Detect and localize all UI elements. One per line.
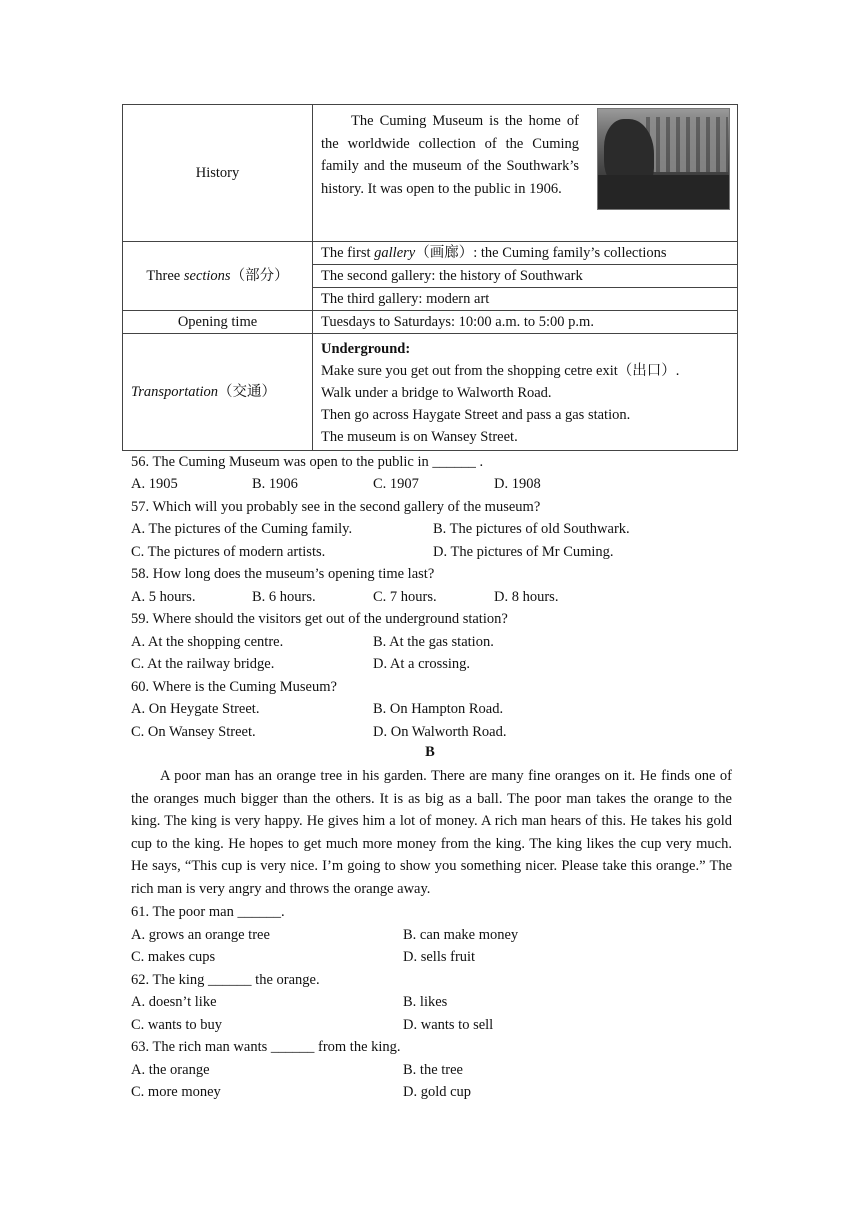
history-text: The Cuming Museum is the home of the worldwide collection of the Cuming family and the museum of the Southwark’s history. It was open to the public in 1906. [321, 113, 579, 197]
q63-option-b[interactable]: B. the tree [403, 1062, 463, 1078]
q63-option-d[interactable]: D. gold cup [403, 1084, 472, 1100]
q63-option-c[interactable]: C. more money [131, 1084, 221, 1100]
q60-option-b[interactable]: B. On Hampton Road. [373, 701, 504, 717]
q61-option-d[interactable]: D. sells fruit [403, 949, 476, 965]
q63-option-a[interactable]: A. the orange [131, 1062, 210, 1078]
gallery-2: The second gallery: the history of Southwark [313, 265, 738, 288]
q57-option-b[interactable]: B. The pictures of old Southwark. [433, 521, 630, 537]
q58-option-a[interactable]: A. 5 hours. [131, 589, 196, 605]
q56-stem: 56. The Cuming Museum was open to the public in ______ . [131, 454, 484, 470]
q61-stem: 61. The poor man ______. [131, 904, 285, 920]
q58-option-c[interactable]: C. 7 hours. [373, 589, 437, 605]
gallery-1: The first gallery（画廊）: the Cuming family’s collections [313, 242, 738, 265]
q63-stem: 63. The rich man wants ______ from the king. [131, 1039, 401, 1055]
q60-option-d[interactable]: D. On Walworth Road. [373, 724, 507, 740]
q57-option-a[interactable]: A. The pictures of the Cuming family. [131, 521, 353, 537]
transportation-cell [313, 334, 738, 451]
q62-option-c[interactable]: C. wants to buy [131, 1017, 223, 1033]
q60-option-a[interactable]: A. On Heygate Street. [131, 701, 260, 717]
q60-stem: 60. Where is the Cuming Museum? [131, 679, 337, 695]
q61-option-a[interactable]: A. grows an orange tree [131, 927, 270, 943]
section-b-passage: A poor man has an orange tree in his garden. There are many fine oranges on it. He finds one of the oranges much bigger than the others. It is as big as a ball. The poor man takes the orange to the king. The king is very happy. He gives him a lot of money. A rich man hears of this. He takes his gold cup to the king. He hopes to get much more money from the king. The king likes the cup very much. He says, “This cup is very nice. I’m going to show you something nicer. Please take this orange.” The rich man is very angry and throws the orange away. [131, 768, 732, 897]
q59-option-c[interactable]: C. At the railway bridge. [131, 656, 275, 672]
q56-option-b[interactable]: B. 1906 [252, 476, 298, 492]
q56-option-a[interactable]: A. 1905 [131, 476, 178, 492]
q57-option-d[interactable]: D. The pictures of Mr Cuming. [433, 544, 614, 560]
q61-option-b[interactable]: B. can make money [403, 927, 519, 943]
opening-value: Tuesdays to Saturdays: 10:00 a.m. to 5:00 p.m. [313, 311, 738, 334]
q58-option-d[interactable]: D. 8 hours. [494, 589, 559, 605]
q59-option-d[interactable]: D. At a crossing. [373, 656, 471, 672]
museum-photo [597, 108, 730, 210]
opening-label: Opening time [123, 311, 313, 334]
gallery-3: The third gallery: modern art [313, 288, 738, 311]
q57-option-c[interactable]: C. The pictures of modern artists. [131, 544, 326, 560]
q62-stem: 62. The king ______ the orange. [131, 972, 320, 988]
q62-option-d[interactable]: D. wants to sell [403, 1017, 494, 1033]
q59-option-a[interactable]: A. At the shopping centre. [131, 634, 284, 650]
transport-heading: Underground: [321, 341, 411, 357]
q62-option-b[interactable]: B. likes [403, 994, 448, 1010]
history-cell [313, 105, 738, 242]
transport-line-1: Make sure you get out from the shopping cetre exit（出口）. [321, 363, 680, 379]
transport-line-4: The museum is on Wansey Street. [321, 429, 518, 445]
museum-info-table [122, 104, 738, 451]
history-label: History [123, 105, 313, 242]
q58-option-b[interactable]: B. 6 hours. [252, 589, 316, 605]
q56-option-d[interactable]: D. 1908 [494, 476, 541, 492]
section-b-heading: B [425, 744, 435, 760]
q59-option-b[interactable]: B. At the gas station. [373, 634, 494, 650]
q62-option-a[interactable]: A. doesn’t like [131, 994, 217, 1010]
q56-option-c[interactable]: C. 1907 [373, 476, 419, 492]
q58-stem: 58. How long does the museum’s opening time last? [131, 566, 435, 582]
q61-option-c[interactable]: C. makes cups [131, 949, 216, 965]
transportation-label: Transportation（交通） [123, 334, 313, 451]
q60-option-c[interactable]: C. On Wansey Street. [131, 724, 256, 740]
transport-line-3: Then go across Haygate Street and pass a gas station. [321, 407, 631, 423]
sections-label: Three sections（部分） [123, 242, 313, 311]
transport-line-2: Walk under a bridge to Walworth Road. [321, 385, 552, 401]
q57-stem: 57. Which will you probably see in the second gallery of the museum? [131, 499, 541, 515]
q59-stem: 59. Where should the visitors get out of the underground station? [131, 611, 508, 627]
